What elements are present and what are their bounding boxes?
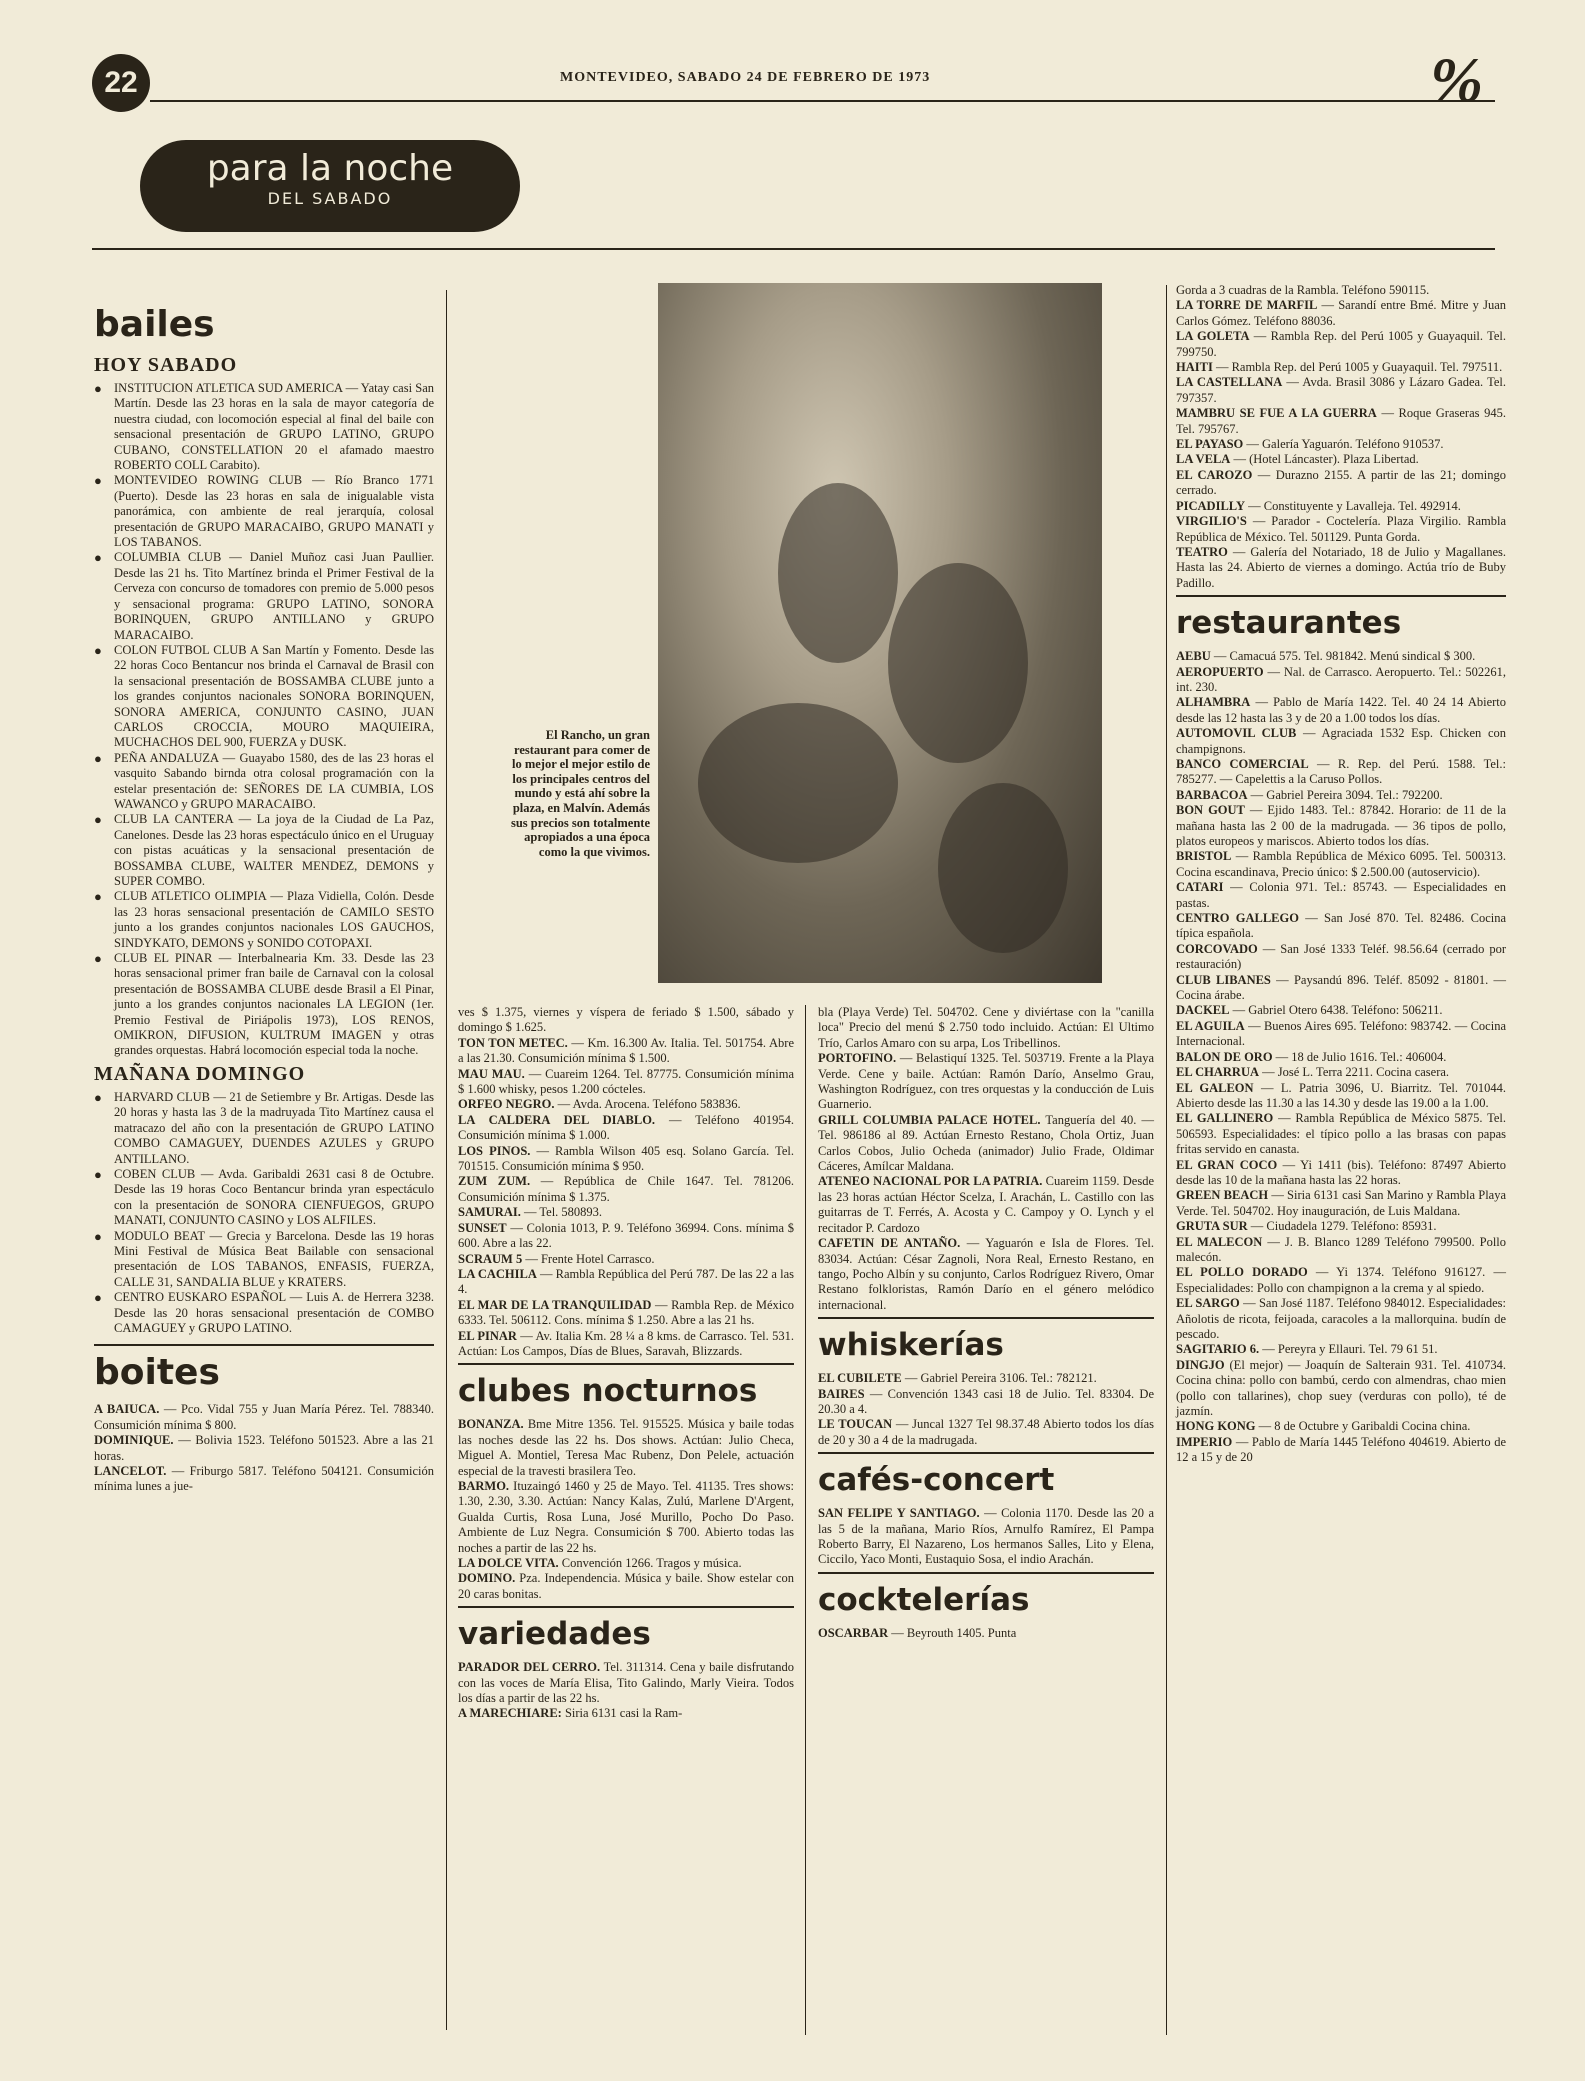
- listing-name: CATARI: [1176, 880, 1224, 895]
- column-divider: [446, 290, 447, 2030]
- listing-entry: [1176, 360, 1506, 375]
- section-rule: [1176, 595, 1506, 597]
- listing-entry: [1176, 1158, 1506, 1189]
- listing-text: — San José 870. Tel. 82486. Cocina típica española.: [1176, 911, 1507, 941]
- listing-text: bla (Playa Verde) Tel. 504702. Cene y diviértase con la "canilla loca" Precio del menú $ 2.750 todo incluido. Actúan: El Ultimo Trío, Carlos Amaro con su arpa, Los Tribellinos.: [818, 1005, 1154, 1050]
- listing-name: BALON DE ORO: [1176, 1049, 1273, 1064]
- listing-text: — Sarandí entre Bmé. Mitre y Juan Carlos Gómez. Teléfono 88036.: [1176, 298, 1507, 328]
- listing-text: — Yi 1411 (bis). Teléfono: 87497 Abierto desde las 10 de la mañana hasta las 22 horas.: [1176, 1157, 1507, 1187]
- listing-text: — Bolivia 1523. Teléfono 501523. Abre a las 21 horas.: [94, 1433, 434, 1463]
- listing-text: — Parador - Coctelería. Plaza Virgilio. Rambla República de México. Tel. 501129. Punta Gorda.: [1176, 514, 1506, 544]
- listing-text: — Pablo de María 1422. Tel. 40 24 14 Abierto desde las 12 hasta las 3 y de 20 a 1.00 todos los días.: [1176, 695, 1507, 725]
- listing-name: BARMO.: [458, 1478, 510, 1493]
- listing-text: — Ejido 1483. Tel.: 87842. Horario: de 11 de la mañana hasta las 2 00 de la madrugada. — 36 tipos de pollo, platos europeos y mariscos. Abierto todos los días.: [1176, 803, 1506, 848]
- listing-name: CAFETIN DE ANTAÑO.: [818, 1236, 961, 1251]
- dateline: MONTEVIDEO, SABADO 24 DE FEBRERO DE 1973: [560, 70, 931, 85]
- listing-name: EL GALLINERO: [1176, 1111, 1274, 1126]
- listing-text: — Pereyra y Ellauri. Tel. 79 61 51.: [1262, 1342, 1438, 1357]
- listing-entry: [458, 1252, 794, 1267]
- listing-text: — Avda. Arocena. Teléfono 583836.: [557, 1097, 741, 1112]
- listing-name: EL POLLO DORADO: [1176, 1265, 1308, 1280]
- column-4: [1176, 283, 1506, 1466]
- listing-text: — R. Rep. del Perú. 1588. Tel.: 785277. — Capelettis a la Caruso Pollos.: [1176, 756, 1506, 787]
- column-3: [818, 1005, 1154, 1641]
- listing-name: SAMURAI.: [458, 1205, 521, 1220]
- listing-name: EL SARGO: [1176, 1296, 1240, 1311]
- listing-entry: [1176, 665, 1506, 696]
- listing-name: LA CALDERA DEL DIABLO.: [458, 1112, 656, 1127]
- listing-entry: [94, 1433, 434, 1464]
- listing-text: — Frente Hotel Carrasco.: [525, 1251, 655, 1266]
- section-rule: [458, 1606, 794, 1608]
- listing-entry: [458, 1556, 794, 1571]
- listing-entry: [818, 1051, 1154, 1113]
- listing-entry: [94, 1464, 434, 1495]
- listing-entry: [458, 1329, 794, 1360]
- listing-text: — Avda. Brasil 3086 y Lázaro Gadea. Tel. 797357.: [1176, 375, 1506, 405]
- listing-text: — Agraciada 1532 Esp. Chicken con champignons.: [1176, 726, 1507, 756]
- listing-name: MAU MAU.: [458, 1066, 525, 1081]
- listing-text: — 18 de Julio 1616. Tel.: 406004.: [1275, 1049, 1447, 1064]
- listing-item: ● PEÑA ANDALUZA — Guayabo 1580, des de las 23 horas el vasquito Sabando birnda otra colosal programación con la estelar presentación de: SEÑORES DE LA CUMBIA, LOS WAWANCO y GRUPO MARACAIBO.: [94, 751, 434, 813]
- listing-item: ● CLUB EL PINAR — Interbalnearia Km. 33. Desde las 23 horas sensacional primer fran baile de Carnaval con la colosal presentación de BOSSAMBA CLUBE desde Brasil a El Pinar, junto a los grandes conjuntos nacionales LA LEGION (1er. Premio Festival de Piriápolis 1973), LOS RENOS, OMIKRON, DIFUSION, KULTRUM IMAGEN y otras grandes orquestas. Habrá locomoción especial toda la noche.: [94, 951, 434, 1059]
- listing-text: — San José 1333 Teléf. 98.56.64 (cerrado por restauración): [1176, 941, 1507, 972]
- listing-name: HONG KONG: [1176, 1419, 1256, 1434]
- listing-name: AUTOMOVIL CLUB: [1176, 726, 1297, 741]
- continued-text: ves $ 1.375, viernes y víspera de feriado $ 1.500, sábado y domingo $ 1.625.: [458, 1005, 794, 1035]
- section-heading-cocktelerias: cocktelerías: [818, 1581, 1030, 1618]
- listing-text: — Rambla República de México 5875. Tel. 506593. Especialidades: el típico pollo a las brasas con papas fritas servido en canasta.: [1176, 1111, 1506, 1157]
- listing-name: BAIRES: [818, 1386, 865, 1401]
- listing-text: Ituzaingó 1460 y 25 de Mayo. Tel. 41135. Tres shows: 1.30, 2.30, 3.30. Actúan: Nancy Kalas, Zulú, Marlene D'Argent, Gualda Curtis, Rosa Luna, José Murillo, Pocho Do Paso. Ambiente de Luz Negra. Consumición $ 700. Abierto todas las noches a partir de las 22 hs.: [458, 1478, 794, 1555]
- listing-entry: [1176, 545, 1506, 591]
- listing-entry: [1176, 649, 1506, 664]
- section-heading-variedades: variedades: [458, 1616, 651, 1653]
- listing-entry: [1176, 514, 1506, 545]
- listing-name: PORTOFINO.: [818, 1051, 897, 1066]
- listing-name: LE TOUCAN: [818, 1417, 893, 1432]
- listing-entry: [1176, 1358, 1506, 1420]
- listing-name: A MARECHIARE:: [458, 1706, 562, 1721]
- section-heading-bailes: bailes: [94, 304, 215, 345]
- listing-text: Pza. Independencia. Música y baile. Show estelar con 20 caras bonitas.: [458, 1571, 794, 1601]
- listing-text: — Teléfono 401954. Consumición mínima $ 1.000.: [458, 1112, 794, 1143]
- listing-name: LA DOLCE VITA.: [458, 1556, 559, 1570]
- listing-text: — Durazno 2155. A partir de las 21; domingo cerrado.: [1176, 467, 1507, 498]
- listing-entry: [1176, 298, 1506, 329]
- listing-text: — 8 de Octubre y Garibaldi Cocina china.: [1258, 1419, 1471, 1434]
- listing-entry: [1176, 880, 1506, 911]
- listing-item: ● COLUMBIA CLUB — Daniel Muñoz casi Juan Paullier. Desde las 21 hs. Tito Martínez brinda el Primer Festival de la Cerveza con concurso de tomadores con premio de 5.000 pesos y sensacional programa: GRUPO LATINO, SONORA BORINQUEN, GRUPO ANTILLANO y GRUPO MARACAIBO.: [94, 550, 434, 642]
- listing-entry: [1176, 437, 1506, 452]
- listing-text: — Cuareim 1264. Tel. 87775. Consumición mínima $ 1.600 whisky, pesos 1.200 cócteles.: [458, 1066, 794, 1097]
- section-heading-whiskerias: whiskerías: [818, 1327, 1004, 1364]
- listing-name: EL CHARRUA: [1176, 1065, 1259, 1080]
- listing-text: (El mejor) — Joaquín de Salterain 931. Tel. 410734. Cocina china: pollo con bambú, cerdo con almendras, chao mien (pollo con tallarines), chop suey (verduras con pollo), té de jazmín.: [1176, 1357, 1506, 1419]
- listing-text: — José L. Terra 2211. Cocina casera.: [1262, 1065, 1450, 1080]
- listing-item: ● COBEN CLUB — Avda. Garibaldi 2631 casi 8 de Octubre. Desde las 19 horas Coco Bentancur brinda yran espectáculo con la presentación de SONORA CIENFUEGOS, GRUPO MANATI, CONJUNTO CASINO y LOS ALFILES.: [94, 1167, 434, 1229]
- listing-entry: [94, 1402, 434, 1433]
- listing-name: ZUM ZUM.: [458, 1174, 531, 1189]
- listing-entry: [1176, 1081, 1506, 1112]
- column-bailes: [94, 298, 434, 1495]
- listing-name: ATENEO NACIONAL POR LA PATRIA.: [818, 1174, 1043, 1189]
- listing-entry: [818, 1174, 1154, 1236]
- listing-entry: [458, 1571, 794, 1602]
- page-number: 22: [92, 54, 150, 112]
- listing-text: — Rambla Rep. del Perú 1005 y Guayaquil. Tel. 799750.: [1176, 329, 1506, 359]
- section-heading-clubes: clubes nocturnos: [458, 1373, 758, 1410]
- listing-text: — L. Patria 3096, U. Biarritz. Tel. 701044. Abierto desde las 11.30 a las 14.30 y desde las 19.00 a la 1.00.: [1176, 1080, 1506, 1110]
- listing-text: — República de Chile 1647. Tel. 781206. Consumición mínima $ 1.375.: [458, 1174, 795, 1204]
- photo-caption: El Rancho, un gran restaurant para comer de lo mejor el mejor estilo de los principales centros del mundo y está ahí sobre la plaza, en Malvín. Además sus precios son totalmente apropiados a una época como la que vivimos.: [510, 728, 650, 859]
- listing-name: LA CACHILA: [458, 1266, 537, 1281]
- listing-text: — Paysandú 896. Teléf. 85092 - 81801. — Cocina árabe.: [1176, 972, 1507, 1003]
- column-divider: [1166, 285, 1167, 2035]
- listing-name: BANCO COMERCIAL: [1176, 756, 1309, 771]
- listing-entry: [1176, 803, 1506, 849]
- listing-text: — Rambla Rep. de México 6333. Tel. 506112. Cons. mínima $ 1.250. Abre a las 21 hs.: [458, 1297, 795, 1328]
- listing-name: MAMBRU SE FUE A LA GUERRA: [1176, 406, 1377, 421]
- listing-entry: [458, 1298, 794, 1329]
- listing-text: — Gabriel Pereira 3106. Tel.: 782121.: [904, 1371, 1097, 1386]
- section-rule: [818, 1452, 1154, 1454]
- listing-text: Convención 1266. Tragos y música.: [561, 1556, 742, 1570]
- listing-name: EL MAR DE LA TRANQUILIDAD: [458, 1297, 652, 1312]
- listing-text: — Camacuá 575. Tel. 981842. Menú sindical $ 300.: [1213, 649, 1476, 664]
- listing-text: Tanguería del 40. — Tel. 986186 al 89. Actúan Ernesto Restano, Chola Ortiz, Juan Carlos Cobos, Julio Ocheda (animador) Julio Frade, Oldimar Cáceres, Amílcar Maldana.: [818, 1112, 1154, 1174]
- listing-text: — Rambla Wilson 405 esq. Solano García. Tel. 701515. Consumición mínima $ 950.: [458, 1143, 795, 1174]
- listing-text: — Km. 16.300 Av. Italia. Tel. 501754. Abre a las 21.30. Consumición mínima $ 1.500.: [458, 1035, 794, 1066]
- listing-name: SAN FELIPE Y SANTIAGO.: [818, 1506, 980, 1521]
- listing-text: — Rambla Rep. del Perú 1005 y Guayaquil. Tel. 797511.: [1215, 360, 1503, 375]
- subheading-manana-domingo: MAÑANA DOMINGO: [94, 1062, 306, 1085]
- listing-name: GREEN BEACH: [1176, 1188, 1269, 1203]
- listing-item: ● CENTRO EUSKARO ESPAÑOL — Luis A. de Herrera 3238. Desde las 20 horas sensacional presentación de COMBO CAMAGUEY y GRUPO LATINO.: [94, 1290, 434, 1336]
- listing-text: — Pablo de María 1445 Teléfono 404619. Abierto de 12 a 15 y de 20: [1176, 1434, 1506, 1465]
- listing-entry: [1176, 1296, 1506, 1342]
- listing-entry: [1176, 329, 1506, 360]
- listing-text: — Gabriel Otero 6438. Teléfono: 506211.: [1232, 1003, 1443, 1018]
- listing-text: Bme Mitre 1356. Tel. 915525. Música y baile todas las noches desde las 22 hs. Dos shows. Actúan: Julio Checa, Miguel A. Montiel, Teresa Mac Rubenz, Don Pelele, actuación especial de la travesti brasilera Teo.: [458, 1417, 794, 1478]
- header-rule: [150, 100, 1495, 102]
- listing-name: DINGJO: [1176, 1357, 1225, 1372]
- listing-item: ● HARVARD CLUB — 21 de Setiembre y Br. Artigas. Desde las 20 horas y hasta las 3 de la madruyada Tito Martínez causa el matracazo del año con la presentación de GRUPO LATINO COMBO CAMAGUEY, DUENDES AZULES y GRUPO ANTILLANO.: [94, 1090, 434, 1167]
- listing-entry: [818, 1387, 1154, 1418]
- listing-text: — Constituyente y Lavalleja. Tel. 492914.: [1248, 498, 1461, 513]
- subheading-hoy-sabado: HOY SABADO: [94, 354, 238, 376]
- listing-name: LOS PINOS.: [458, 1143, 531, 1158]
- listing-name: DOMINIQUE.: [94, 1433, 174, 1448]
- listing-text: Cuareim 1159. Desde las 23 horas actúan Héctor Scelza, I. Arachán, L. Castillo con las guitarras de T. Ferrés, A. Acosta y C. Campoy y O. Lynch y el recitador P. Cardozo: [818, 1174, 1154, 1235]
- listing-entry: [818, 1113, 1154, 1175]
- listing-entry: [1176, 1188, 1506, 1219]
- listing-text: — Roque Graseras 945. Tel. 795767.: [1176, 406, 1506, 436]
- listing-name: EL PINAR: [458, 1328, 517, 1343]
- listing-name: VIRGILIO'S: [1176, 514, 1247, 529]
- listing-name: AEBU: [1176, 649, 1211, 664]
- listing-text: Gorda a 3 cuadras de la Rambla. Teléfono 590115.: [1176, 283, 1430, 297]
- section-heading-restaurantes: restaurantes: [1176, 605, 1402, 642]
- listing-name: BARBACOA: [1176, 787, 1248, 802]
- listing-name: LA TORRE DE MARFIL: [1176, 298, 1318, 313]
- listing-text: Tel. 311314. Cena y baile disfrutando con las voces de María Elisa, Tito Galindo, Marly Vieira. Todos los días a partir de las 22 hs.: [458, 1660, 794, 1706]
- listing-name: EL CUBILETE: [818, 1371, 902, 1386]
- listing-text: — Rambla República del Perú 787. De las 22 a las 4.: [458, 1266, 794, 1297]
- listing-text: — Buenos Aires 695. Teléfono: 983742. — Cocina Internacional.: [1176, 1018, 1506, 1049]
- listing-name: EL GALEON: [1176, 1080, 1254, 1095]
- listing-entry: [818, 1005, 1154, 1051]
- listing-entry: [458, 1067, 794, 1098]
- listing-text: — Rambla República de México 6095. Tel. 500313. Cocina escandinava, Precio único: $ 2.500.00 (autoservicio).: [1176, 849, 1506, 879]
- listing-name: EL MALECON: [1176, 1234, 1263, 1249]
- listing-text: — Gabriel Pereira 3094. Tel.: 792200.: [1250, 787, 1443, 802]
- listing-text: — San José 1187. Teléfono 984012. Especialidades: Añolotis de ricota, feijoada, caracoles a la mallorquina. budín de pescado.: [1176, 1296, 1506, 1341]
- listing-text: — Yaguarón e Isla de Flores. Tel. 83034. Actúan: César Zagnoli, Nora Real, Ernesto Restano, en tango, Pocho Albín y su conjunto, Carlos Rodríguez Rivero, Omar Restano folkloristas, Ramón Darío en el género melódico internacional.: [818, 1236, 1155, 1312]
- listing-entry: [1176, 911, 1506, 942]
- listing-name: A BAIUCA.: [94, 1402, 160, 1417]
- listing-text: — Galería Yaguarón. Teléfono 910537.: [1246, 437, 1444, 452]
- section-rule: [94, 1344, 434, 1346]
- column-divider: [805, 1005, 806, 2035]
- listing-item: ● CLUB ATLETICO OLIMPIA — Plaza Vidiella, Colón. Desde las 23 horas sensacional presentación de CAMILO SESTO junto a los grandes conjuntos nacionales LOS GAUCHOS, SINDYKATO, DEMONS y SONIDO COTOPAXI.: [94, 889, 434, 951]
- listing-name: BON GOUT: [1176, 803, 1245, 818]
- listing-text: — Galería del Notariado, 18 de Julio y Magallanes. Hasta las 24. Abierto de viernes a domingo. Actúa trío de Buby Padillo.: [1176, 544, 1506, 590]
- listing-entry: [1176, 1003, 1506, 1018]
- listing-item: ● CLUB LA CANTERA — La joya de la Ciudad de La Paz, Canelones. Desde las 23 horas espectáculo único en el Uruguay con pistas acuáticas y la sensacional presentación de BOSSAMBA CLUBE, WALTER MENDEZ, DEMONS y SUPER COMBO.: [94, 812, 434, 889]
- listing-name: EL PAYASO: [1176, 437, 1244, 452]
- listing-entry: [1176, 1419, 1506, 1434]
- listing-entry: [458, 1097, 794, 1112]
- listing-name: GRILL COLUMBIA PALACE HOTEL.: [818, 1112, 1041, 1127]
- listing-entry: [1176, 1019, 1506, 1050]
- listing-name: BRISTOL: [1176, 849, 1232, 864]
- listing-text: — Colonia 1013, P. 9. Teléfono 36994. Cons. mínima $ 600. Abre a las 22.: [458, 1220, 795, 1251]
- listing-entry: [1176, 757, 1506, 788]
- listing-text: — Tel. 580893.: [523, 1205, 603, 1220]
- listing-entry: [1176, 942, 1506, 973]
- listing-entry: [1176, 1111, 1506, 1157]
- listing-name: HAITI: [1176, 360, 1213, 375]
- listing-name: LA CASTELLANA: [1176, 375, 1283, 390]
- listing-name: PICADILLY: [1176, 498, 1246, 513]
- listing-name: LA GOLETA: [1176, 329, 1250, 344]
- restaurant-photo: [658, 283, 1102, 983]
- banner-title: para la noche: [206, 148, 454, 189]
- listing-entry: [1176, 726, 1506, 757]
- listing-name: CENTRO GALLEGO: [1176, 911, 1299, 926]
- listing-text: — Beyrouth 1405. Punta: [891, 1625, 1017, 1640]
- listing-entry: [458, 1036, 794, 1067]
- listing-entry: [1176, 1065, 1506, 1080]
- listing-text: — Colonia 971. Tel.: 85743. — Especialidades en pastas.: [1176, 880, 1507, 910]
- listing-name: LANCELOT.: [94, 1464, 167, 1478]
- listing-entry: [1176, 1219, 1506, 1234]
- listing-item: ● MONTEVIDEO ROWING CLUB — Río Branco 1771 (Puerto). Desde las 23 horas en sala de inigualable vista panorámica, con ambiente de real jerarquía, colosal presentación de GRUPO MARACAIBO, GRUPO MANATI y LOS TABANOS.: [94, 473, 434, 550]
- listing-text: — Yi 1374. Teléfono 916127. — Especialidades: Pollo con champignon a la crema y al spiedo.: [1176, 1265, 1507, 1295]
- listing-entry: [1176, 1235, 1506, 1266]
- listing-entry: [1176, 375, 1506, 406]
- listing-entry: [458, 1267, 794, 1298]
- listing-entry: [1176, 973, 1506, 1004]
- listing-name: IMPERIO: [1176, 1434, 1233, 1449]
- listing-entry: [458, 1660, 794, 1706]
- listing-name: EL GRAN COCO: [1176, 1157, 1278, 1172]
- listing-entry: [458, 1479, 794, 1556]
- listing-name: SUNSET: [458, 1220, 507, 1235]
- listing-text: — Convención 1343 casi 18 de Julio. Tel. 83304. De 20.30 a 4.: [818, 1386, 1154, 1416]
- listing-name: ALHAMBRA: [1176, 695, 1251, 710]
- listing-entry: [1176, 452, 1506, 467]
- listing-name: ORFEO NEGRO.: [458, 1097, 555, 1112]
- banner-subtitle: DEL SABADO: [267, 189, 393, 208]
- listing-name: LA VELA: [1176, 452, 1231, 467]
- listing-entry: [458, 1221, 794, 1252]
- listing-name: DACKEL: [1176, 1003, 1230, 1018]
- listing-name: TON TON METEC.: [458, 1035, 568, 1050]
- listing-text: — Av. Italia Km. 28 ¼ a 8 kms. de Carrasco. Tel. 531. Actúan: Los Campos, Días de Blues, Saravah, Blizzards.: [458, 1328, 794, 1358]
- listing-entry: [818, 1417, 1154, 1448]
- listing-text: — Siria 6131 casi San Marino y Rambla Playa Verde. Tel. 504702. Hoy inauguración, de Luis Maldana.: [1176, 1188, 1507, 1218]
- section-banner: [140, 140, 520, 232]
- listing-entry: [458, 1144, 794, 1175]
- listing-name: BONANZA.: [458, 1417, 524, 1432]
- listing-entry: [1176, 499, 1506, 514]
- section-rule: [818, 1572, 1154, 1574]
- listing-entry: [818, 1506, 1154, 1568]
- listing-item: ● INSTITUCION ATLETICA SUD AMERICA — Yatay casi San Martín. Desde las 23 horas en la sala de mayor categoría de nuestra ciudad, con locomoción especial al final del baile con sensacional presentación de GRUPO LATINO, GRUPO CUBANO, CONSTELLATION 20 el afamado maestro ROBERTO COLL Carabito).: [94, 381, 434, 473]
- listing-entry: [1176, 1265, 1506, 1296]
- listing-name: CORCOVADO: [1176, 941, 1258, 956]
- listing-name: TEATRO: [1176, 544, 1228, 559]
- listing-name: SAGITARIO 6.: [1176, 1342, 1260, 1357]
- listing-name: OSCARBAR: [818, 1625, 889, 1640]
- listing-entry: [1176, 788, 1506, 803]
- listing-item: ● MODULO BEAT — Grecia y Barcelona. Desde las 19 horas Mini Festival de Música Beat Bailable con sensacional presentación de LOS TABANOS, ENFASIS, FUERZA, CALLE 31, SANDALIA BLUE y KRATERS.: [94, 1229, 434, 1291]
- section-heading-cafes: cafés-concert: [818, 1462, 1055, 1499]
- listing-entry: [1176, 695, 1506, 726]
- listing-entry: [818, 1371, 1154, 1386]
- column-2: [458, 1005, 794, 1722]
- listing-name: EL AGUILA: [1176, 1018, 1245, 1033]
- listing-entry: [458, 1205, 794, 1220]
- listing-entry: [818, 1236, 1154, 1313]
- listing-name: GRUTA SUR: [1176, 1219, 1248, 1234]
- listing-entry: [1176, 1342, 1506, 1357]
- section-heading-boites: boites: [94, 1352, 220, 1394]
- listing-name: AEROPUERTO: [1176, 664, 1264, 679]
- listing-entry: [818, 1626, 1154, 1641]
- section-rule: [818, 1317, 1154, 1319]
- listing-entry: [1176, 849, 1506, 880]
- listing-text: — Belastiquí 1325. Tel. 503719. Frente a la Playa Verde. Cene y baile. Actúan: Ramón Darío, Anselmo Grau, Washington Rodríguez, con tres orquestas y la conducción de Luis Guarnerio.: [818, 1051, 1155, 1112]
- listing-entry: [458, 1706, 794, 1721]
- listing-text: — Friburgo 5817. Teléfono 504121. Consumición mínima lunes a jue-: [94, 1464, 435, 1494]
- listing-name: SCRAUM 5: [458, 1251, 523, 1266]
- listing-entry: [1176, 1050, 1506, 1065]
- listing-text: — Juncal 1327 Tel 98.37.48 Abierto todos los días de 20 y 30 a 4 de la madrugada.: [818, 1417, 1155, 1447]
- listing-name: EL CAROZO: [1176, 467, 1253, 482]
- section-rule: [458, 1363, 794, 1365]
- listing-entry: [458, 1113, 794, 1144]
- listing-entry: [1176, 406, 1506, 437]
- listing-entry: [1176, 468, 1506, 499]
- listing-text: — Ciudadela 1279. Teléfono: 85931.: [1250, 1219, 1437, 1234]
- listing-text: — J. B. Blanco 1289 Teléfono 799500. Pollo malecón.: [1176, 1234, 1507, 1264]
- listing-text: — Pco. Vidal 755 y Juan María Pérez. Tel. 788340. Consumición mínima $ 800.: [94, 1402, 434, 1432]
- listing-name: DOMINO.: [458, 1571, 516, 1586]
- listing-text: — Colonia 1170. Desde las 20 a las 5 de la mañana, Mario Ríos, Arnulfo Ramírez, El Pampa Roberto Barry, El Nazareno, Los hermanos Salles, Lito y Elena, Ciccilo, Yaco Monti, Eustaquio Sosa, el indio Arachán.: [818, 1506, 1155, 1567]
- listing-name: CLUB LIBANES: [1176, 972, 1271, 987]
- listing-name: PARADOR DEL CERRO.: [458, 1660, 601, 1675]
- listing-item: ● COLON FUTBOL CLUB A San Martín y Fomento. Desde las 22 horas Coco Bentancur nos brinda el Carnaval de Brasil con la sensacional presentación de BOSSAMBA CLUBE junto a los grandes conjuntos nacionales SONORA BORINQUEN, SONORA AMERICA, CONJUNTO CASINO, JUAN CARLOS CROCCIA, MOURO MAQUIEIRA, MUCHACHOS DEL 900, FUERZA y DUSK.: [94, 643, 434, 751]
- listing-entry: [458, 1417, 794, 1479]
- newspaper-logo: %: [1430, 44, 1484, 115]
- listing-text: — (Hotel Láncaster). Plaza Libertad.: [1233, 452, 1419, 467]
- listing-text: — Nal. de Carrasco. Aeropuerto. Tel.: 502261, int. 230.: [1176, 664, 1507, 694]
- listing-text: Siria 6131 casi la Ram-: [564, 1706, 683, 1721]
- banner-rule: [92, 248, 1495, 250]
- listing-entry: [1176, 1435, 1506, 1466]
- listing-entry: [458, 1174, 794, 1205]
- listing-entry: [1176, 283, 1506, 298]
